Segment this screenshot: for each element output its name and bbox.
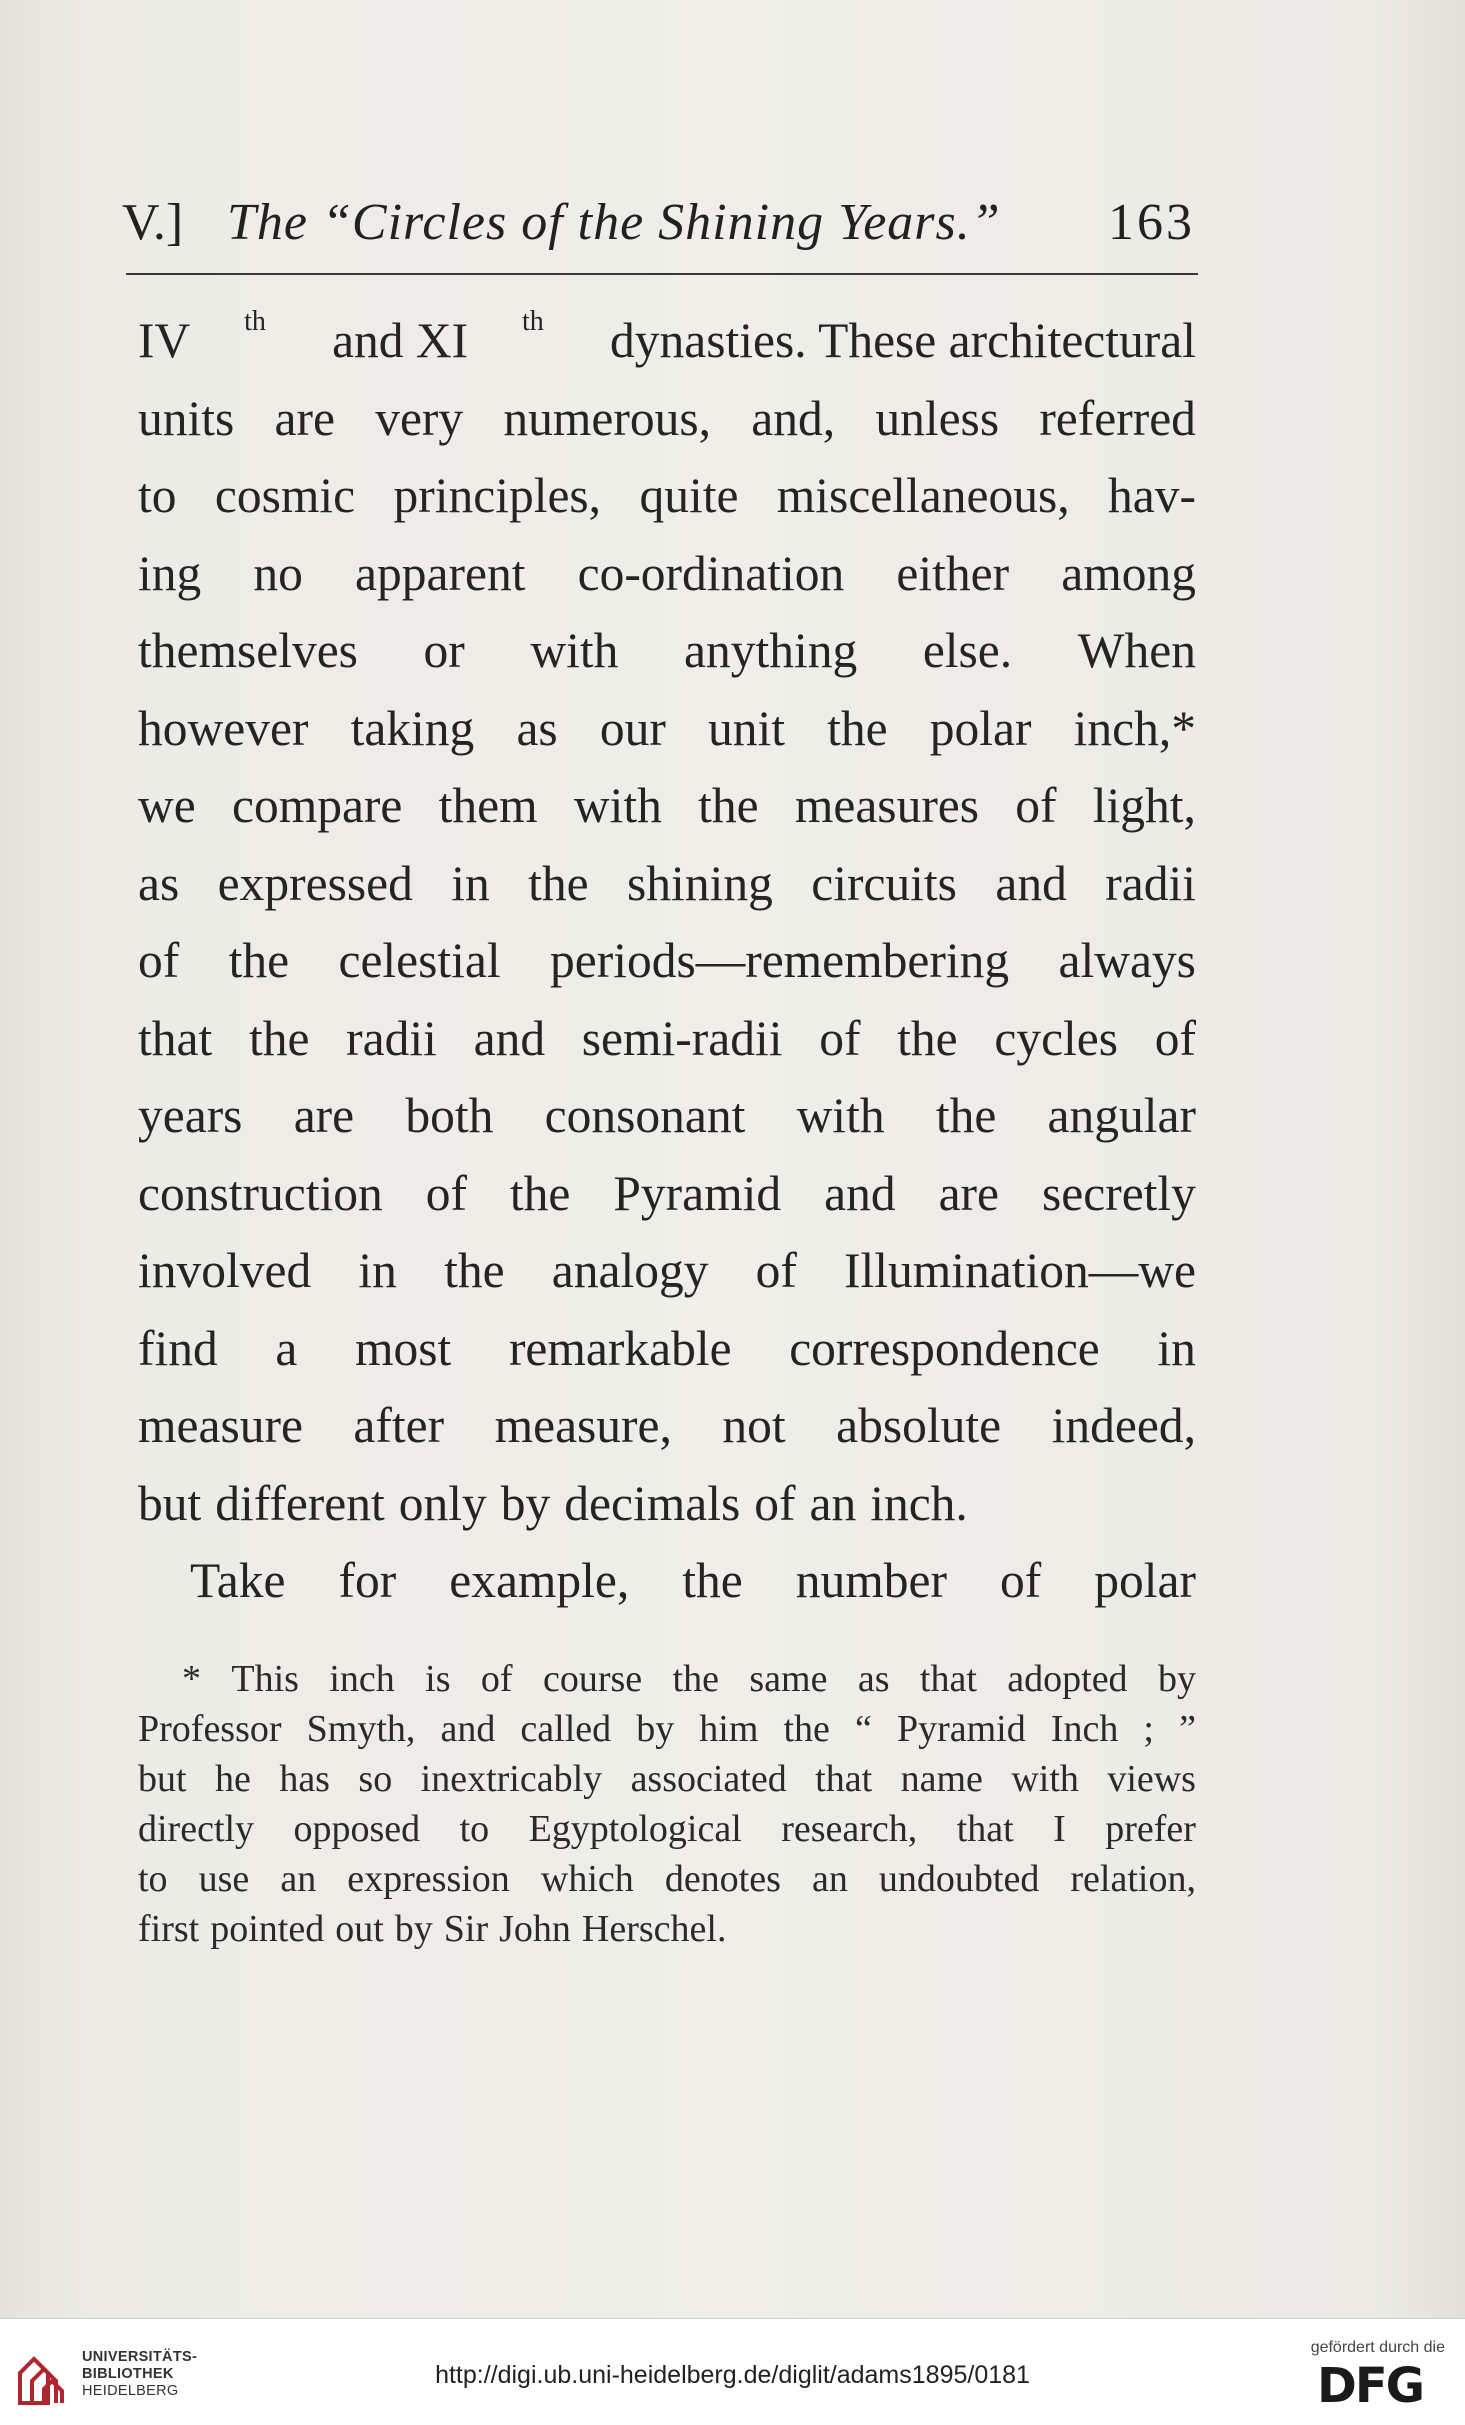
word: unless — [875, 390, 1000, 446]
word: different — [215, 1475, 385, 1531]
word: the — [827, 700, 888, 756]
word: of — [754, 1475, 796, 1531]
word: both — [405, 1088, 494, 1143]
chapter-number: V.] — [122, 194, 184, 251]
word: the — [935, 1088, 997, 1143]
word: the — [228, 933, 290, 988]
word: of — [755, 1243, 797, 1298]
word: compare — [231, 778, 403, 833]
word: are — [938, 1165, 1000, 1221]
word: of — [138, 933, 180, 988]
digitization-footer — [0, 2318, 1465, 2425]
word: associated — [630, 1758, 787, 1800]
word: celestial — [338, 933, 501, 988]
word: only — [398, 1475, 487, 1531]
word: to — [138, 468, 177, 523]
word: of — [480, 1658, 513, 1700]
word: Smyth, — [306, 1708, 416, 1750]
word: ” — [1179, 1708, 1196, 1750]
word: very — [375, 390, 464, 446]
word: measures — [794, 778, 980, 833]
word: by — [1157, 1658, 1196, 1700]
word: adopted — [1007, 1658, 1128, 1700]
word: inextricably — [420, 1758, 603, 1800]
word: in — [451, 855, 490, 911]
word: ing — [138, 545, 202, 601]
word: Pyramid — [896, 1708, 1026, 1750]
word: polar — [1094, 1553, 1196, 1608]
footnote-line — [138, 1754, 1196, 1804]
permalink-url[interactable]: http://digi.ub.uni-heidelberg.de/diglit/adams1895/0181 — [435, 2361, 1030, 2389]
word: among — [1061, 545, 1196, 601]
text-line — [138, 1155, 1196, 1233]
word: and — [824, 1165, 896, 1221]
word: quite — [639, 468, 739, 523]
word: periods—remembering — [550, 933, 1010, 988]
word: referred — [1039, 390, 1196, 446]
word: no — [253, 545, 303, 601]
footnote-line — [138, 1904, 1196, 1954]
word: of — [1154, 1010, 1196, 1066]
word: is — [425, 1658, 451, 1700]
word: as — [857, 1658, 890, 1700]
text-line — [138, 612, 1196, 690]
word: directly — [138, 1808, 255, 1850]
footnote-line — [138, 1804, 1196, 1854]
word: inch — [329, 1658, 395, 1700]
word: angular — [1047, 1088, 1196, 1143]
word: that — [815, 1758, 873, 1800]
word: absolute — [836, 1398, 1002, 1453]
word: to — [459, 1808, 490, 1850]
word: an — [811, 1858, 848, 1900]
word: undoubted — [878, 1858, 1040, 1900]
word: secretly — [1042, 1165, 1196, 1221]
word: that — [956, 1808, 1014, 1850]
word: but — [138, 1758, 187, 1800]
word: principles, — [393, 468, 602, 523]
word: as — [138, 855, 180, 911]
word: most — [355, 1320, 452, 1376]
word: find — [138, 1320, 218, 1376]
word: else. — [922, 623, 1013, 678]
word: measure, — [494, 1398, 672, 1453]
text-line — [138, 1232, 1196, 1310]
word: not — [722, 1398, 786, 1453]
header-rule — [126, 273, 1198, 275]
word: or — [423, 623, 465, 678]
word: When — [1077, 623, 1196, 678]
word: consonant — [544, 1088, 746, 1143]
word: that — [138, 1010, 213, 1066]
word: the — [682, 1553, 743, 1608]
word: and — [995, 855, 1067, 911]
word: Professor — [138, 1708, 282, 1750]
word: after — [353, 1398, 445, 1453]
word: Inch — [1050, 1708, 1119, 1750]
word: in — [1157, 1320, 1196, 1376]
word: that — [919, 1658, 977, 1700]
word: hav- — [1107, 468, 1196, 523]
word: construction — [138, 1165, 383, 1221]
word: pointed — [210, 1908, 325, 1950]
word: Take — [190, 1553, 286, 1608]
text-line — [138, 1310, 1196, 1388]
word: by — [500, 1475, 551, 1531]
word: called — [520, 1708, 612, 1750]
word: expressed — [217, 855, 413, 911]
word: shining — [627, 855, 773, 911]
text-line — [138, 1077, 1196, 1155]
word: research, — [781, 1808, 918, 1850]
text-line — [138, 457, 1196, 535]
word: the — [783, 1708, 830, 1750]
word: but — [138, 1475, 202, 1531]
word: an — [809, 1475, 857, 1531]
word: of — [1000, 1553, 1042, 1608]
word: indeed, — [1051, 1398, 1196, 1453]
word: inch. — [870, 1475, 968, 1531]
word: course — [542, 1658, 643, 1700]
word: expression — [347, 1858, 510, 1900]
word: with — [530, 623, 619, 678]
word: units — [138, 390, 235, 446]
word: the — [897, 1010, 958, 1066]
word: of — [1015, 778, 1057, 833]
word: of — [425, 1165, 467, 1221]
text-line — [138, 1000, 1196, 1078]
body-text — [138, 302, 1196, 1620]
word: the — [248, 1010, 310, 1066]
word: remarkable — [508, 1320, 732, 1376]
text-line — [138, 922, 1196, 1000]
word: cycles — [994, 1010, 1119, 1066]
word: inch,* — [1073, 700, 1196, 756]
word: with — [796, 1088, 885, 1143]
footnote-line — [138, 1704, 1196, 1754]
word: I — [1053, 1808, 1066, 1850]
text-line — [138, 845, 1196, 923]
word: number — [795, 1553, 948, 1608]
text-line — [138, 380, 1196, 458]
word: apparent — [355, 545, 526, 601]
word: for — [338, 1553, 397, 1608]
word: cosmic — [214, 468, 356, 523]
word: Illumination—we — [844, 1243, 1196, 1298]
dfg-logo: DFG — [1316, 2358, 1424, 2414]
word: which — [540, 1858, 634, 1900]
word: the — [528, 855, 589, 911]
word: however — [138, 700, 309, 756]
word: with — [1011, 1758, 1079, 1800]
word: to — [138, 1858, 168, 1900]
word: John — [499, 1908, 571, 1950]
word: a — [275, 1320, 298, 1376]
word: denotes — [664, 1858, 781, 1900]
word: * — [182, 1658, 201, 1700]
word: are — [293, 1088, 355, 1143]
word: and — [440, 1708, 496, 1750]
word: by — [394, 1908, 433, 1950]
text-line — [138, 535, 1196, 613]
text-line — [138, 1465, 1196, 1543]
word: are — [274, 390, 335, 446]
word: radii — [1105, 855, 1196, 911]
word: “ — [855, 1708, 872, 1750]
word: example, — [449, 1553, 630, 1608]
word: use — [198, 1858, 250, 1900]
word: name — [900, 1758, 983, 1800]
word: our — [599, 700, 666, 756]
word: Pyramid — [613, 1165, 782, 1221]
footnote-line — [138, 1654, 1196, 1704]
word: This — [231, 1658, 299, 1700]
word: prefer — [1105, 1808, 1196, 1850]
word: first — [138, 1908, 200, 1950]
text-line — [138, 1542, 1196, 1620]
word: years — [138, 1088, 243, 1143]
running-title: The “Circles of the Shining Years.” — [227, 194, 1001, 251]
word: light, — [1092, 778, 1196, 833]
library-name: UNIVERSITÄTS- BIBLIOTHEK HEIDELBERG — [82, 2349, 198, 2399]
word: radii — [346, 1010, 437, 1066]
word: miscellaneous, — [776, 468, 1070, 523]
word: an — [280, 1858, 317, 1900]
word: has — [279, 1758, 330, 1800]
word: analogy — [551, 1243, 709, 1298]
word: as — [516, 700, 558, 756]
word: unit — [707, 700, 785, 756]
word: we — [138, 778, 196, 833]
word: circuits — [811, 855, 957, 911]
running-head — [122, 188, 1195, 258]
word: he — [215, 1758, 251, 1800]
word: him — [699, 1708, 759, 1750]
word: with — [573, 778, 662, 833]
word: polar — [929, 700, 1032, 756]
word: themselves — [138, 623, 358, 678]
word: either — [896, 545, 1010, 601]
word: opposed — [293, 1808, 421, 1850]
word: the — [509, 1165, 571, 1221]
word: involved — [138, 1243, 312, 1298]
page-number: 163 — [1108, 194, 1195, 251]
word: Herschel. — [581, 1908, 727, 1950]
word: out — [335, 1908, 384, 1950]
word: relation, — [1070, 1858, 1196, 1900]
word: anything — [683, 623, 858, 678]
footnote — [138, 1654, 1196, 1954]
word: by — [636, 1708, 675, 1750]
word: of — [819, 1010, 861, 1066]
word: them — [438, 778, 538, 833]
word: semi-radii — [581, 1010, 783, 1066]
text-line — [138, 767, 1196, 845]
footnote-line — [138, 1854, 1196, 1904]
text-line — [138, 690, 1196, 768]
word: Egyptological — [528, 1808, 742, 1850]
word: correspondence — [789, 1320, 1100, 1376]
word: taking — [350, 700, 475, 756]
word: ; — [1143, 1708, 1154, 1750]
word: Sir — [443, 1908, 489, 1950]
word: the — [444, 1243, 505, 1298]
word: same — [749, 1658, 828, 1700]
word: decimals — [564, 1475, 741, 1531]
word: and — [473, 1010, 546, 1066]
word: so — [358, 1758, 393, 1800]
word: always — [1058, 933, 1196, 988]
funding-note: gefördert durch die — [1310, 2339, 1445, 2356]
text-line: IV th and XI th dynasties. These architectural — [138, 306, 1196, 368]
word: views — [1107, 1758, 1196, 1800]
word: co-ordination — [577, 545, 845, 601]
word: and, — [751, 390, 836, 446]
word: the — [698, 778, 759, 833]
word: numerous, — [503, 390, 711, 446]
word: in — [358, 1243, 397, 1298]
word: the — [672, 1658, 719, 1700]
text-line — [138, 1387, 1196, 1465]
word: measure — [138, 1398, 303, 1453]
